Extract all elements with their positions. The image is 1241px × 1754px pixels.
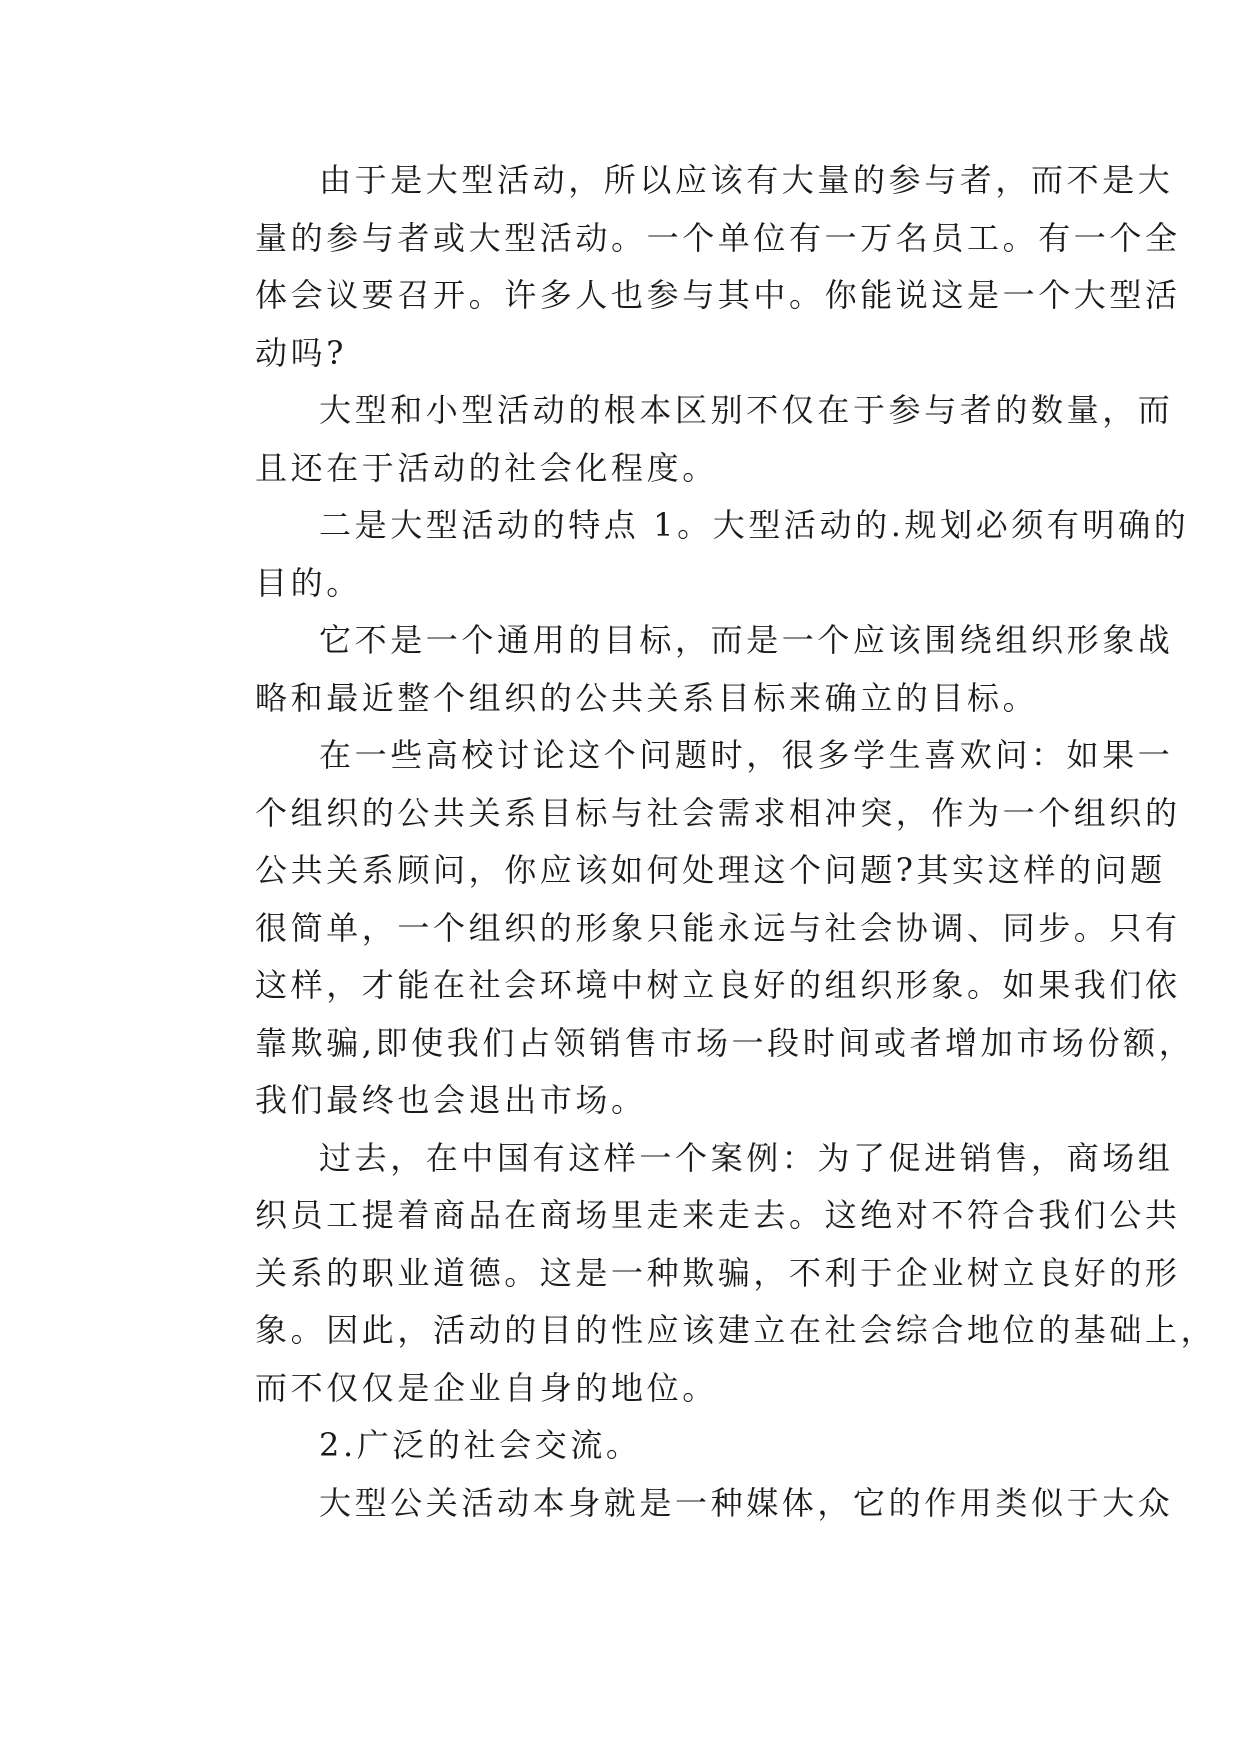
text-line: 动吗? [255,333,347,372]
text-line: 它不是一个通用的目标，而是一个应该围绕组织形象战 [319,621,1174,659]
text-line: 过去，在中国有这样一个案例：为了促进销售，商场组 [319,1138,1174,1177]
text-line: 量的参与者或大型活动。一个单位有一万名员工。有一个全 [255,218,1181,257]
text-line: 且还在于活动的社会化程度。 [255,448,718,487]
paragraph-china-case [191,1130,1217,1418]
text-line: 象。因此，活动的目的性应该建立在社会综合地位的基础上， [255,1311,1217,1349]
text-line: 公共关系顾问，你应该如何处理这个问题?其实这样的问题 [255,851,1166,889]
text-line: 这样，才能在社会环境中树立良好的组织形象。如果我们依 [255,966,1181,1004]
text-line: 我们最终也会退出市场。 [255,1081,647,1119]
paragraph-social-communication [191,1417,1051,1475]
text-line: 大型和小型活动的根本区别不仅在于参与者的数量，而 [319,391,1174,429]
text-line: 目的。 [255,563,362,602]
text-line: 而不仅仅是企业自身的地位。 [255,1368,718,1407]
document-page [191,152,1217,1532]
text-line: 关系的职业道德。这是一种欺骗，不利于企业树立良好的形 [255,1253,1181,1292]
paragraph-event-characteristics [191,497,1190,612]
paragraph-large-event-participants [191,152,1181,382]
text-line: 大型公关活动本身就是一种媒体，它的作用类似于大众 [319,1483,1174,1522]
paragraph-goal-definition [191,612,1174,727]
text-line: 略和最近整个组织的公共关系目标来确立的目标。 [255,678,1039,717]
paragraph-pr-media [191,1475,1174,1533]
text-line: 在一些高校讨论这个问题时，很多学生喜欢问：如果一 [319,736,1174,774]
text-line: 很简单，一个组织的形象只能永远与社会协调、同步。只有 [255,908,1181,947]
text-line: 二是大型活动的特点 1。大型活动的.规划必须有明确的 [319,506,1190,544]
paragraph-fundamental-difference [191,382,1174,497]
text-line: 体会议要召开。许多人也参与其中。你能说这是一个大型活 [255,276,1181,314]
text-line: 织员工提着商品在商场里走来走去。这绝对不符合我们公共 [255,1196,1181,1234]
text-line: 靠欺骗,即使我们占领销售市场一段时间或者增加市场份额， [255,1023,1195,1062]
text-line: 2.广泛的社会交流。 [319,1426,642,1464]
text-line: 由于是大型活动，所以应该有大量的参与者，而不是大 [319,161,1174,199]
paragraph-university-discussion [191,727,1195,1130]
text-line: 个组织的公共关系目标与社会需求相冲突，作为一个组织的 [255,793,1181,832]
